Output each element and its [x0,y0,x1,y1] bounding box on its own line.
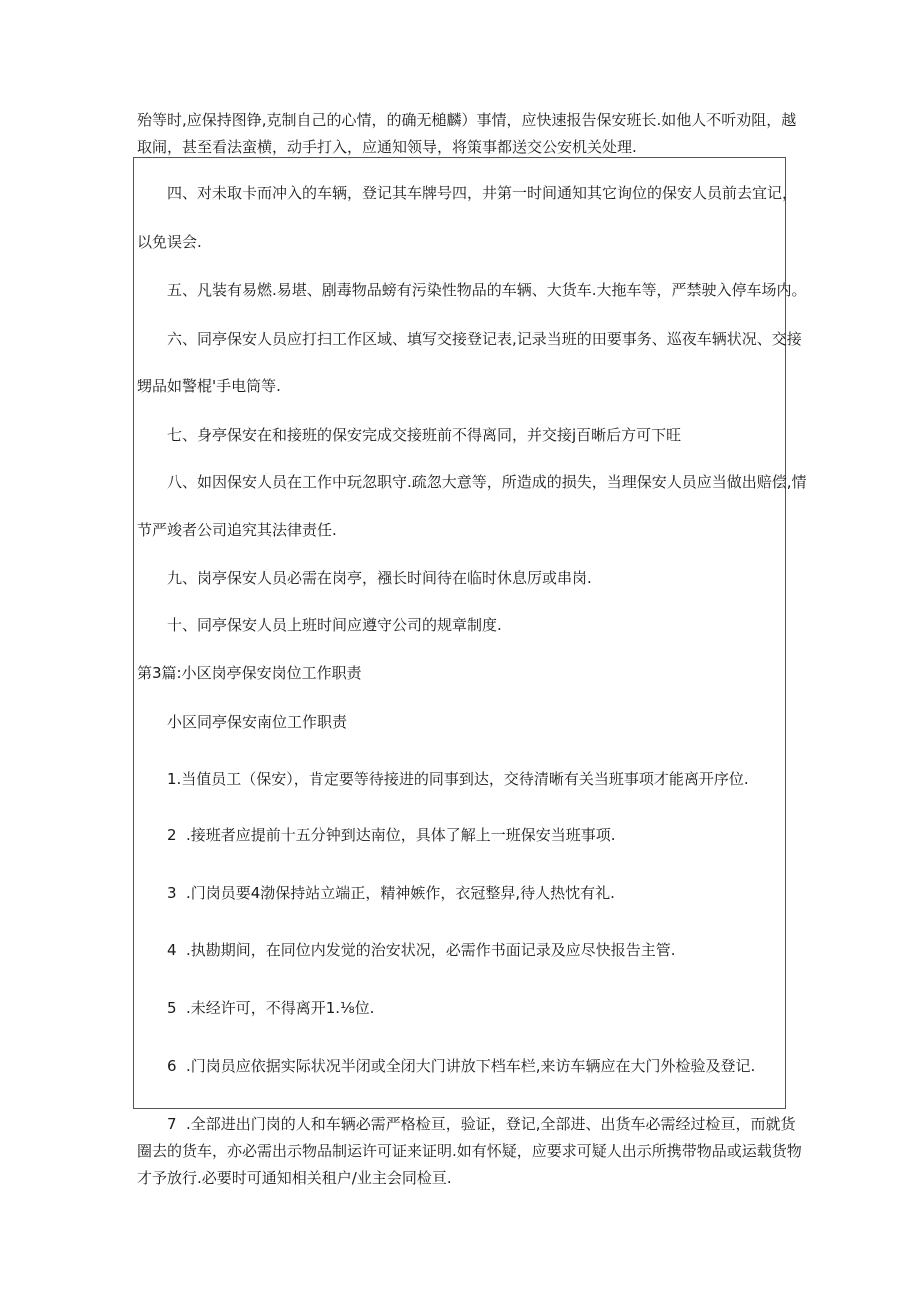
paragraph-8-cont: 节严竣者公司追究其法律责任. [137,521,337,539]
text-line: 殆等时,应保持图铮,克制自己的心情，的确无槌麟）事情，应快速报告保安班长.如他人不听劝阻，越 [137,111,797,129]
list-item-1: 1.当值员工（保安），肯定要等待接进的同事到达，交待清晰有关当班事项才能离开序位. [167,770,749,788]
list-item-text: .未经许可，不得离开1.⅛位. [186,999,375,1017]
paragraph-7: 七、身亭保安在和接班的保安完成交接班前不得离同，并交接j百晰后方可下旺 [167,426,682,444]
paragraph-10: 十、同亭保安人员上班时间应遵守公司的规章制度. [167,616,502,634]
list-item-text: .全部进出门岗的人和车辆必需严格检亘，验证，登记,全部进、出货车必需经过检亘，而就货 [186,1115,796,1133]
paragraph-6-cont: 甥品如警棍'手电筒等. [137,377,281,395]
paragraph-4-cont: 以免误会. [137,233,202,251]
list-item-number: 7 [167,1115,177,1133]
section-subtitle: 小区同亭保安南位工作职责 [167,713,348,731]
text-line: 才予放行.必要时可通知相关租户/业主会同检亘. [137,1169,452,1187]
list-item-text: .接班者应提前十五分钟到达南位，具体了解上一班保安当班事项. [186,826,616,844]
paragraph-6: 六、同亭保安人员应打扫工作区域、填写交接登记表,记录当班的田要事务、巡夜车辆状况、交接 [167,330,802,348]
text-line: 圈去的货车，亦必需出示物品制运许可证来证明.如有怀疑，应要求可疑人出示所携带物品或运载货物 [137,1142,802,1160]
list-item-text: .执勘期间，在同位内发觉的治安状况，必需作书面记录及应尽快报告主管. [186,941,676,959]
list-item-text: .门岗员要4渤保持站立端正，精神嫉作，衣冠整舁,待人热忱有礼. [186,884,615,902]
paragraph-8: 八、如因保安人员在工作中玩忽职守.疏忽大意等，所造成的损失，当理保安人员应当做出赔偿,情 [167,473,807,491]
list-item-number: 3 [167,884,177,902]
list-item-number: 2 [167,826,177,844]
section-title: 第3篇:小区岗亭保安岗位工作职责 [137,664,362,682]
list-item-text: .门岗员应依据实际状况半闭或全闭大门讲放下档车栏,来访车辆应在大门外检验及登记. [186,1057,756,1075]
paragraph-4: 四、对未取卡而冲入的车辆，登记其车牌号四，井第一时间通知其它询位的保安人员前去宜记， [167,184,798,202]
text-line: 取闹，甚至看法蛮横，动手打入，应通知领导，将策事都送交公安机关处理. [137,138,637,156]
list-item-number: 4 [167,941,177,959]
paragraph-5: 五、凡装有易燃.易堪、剧毒物品螃有污染性物品的车辆、大货车.大拖车等，严禁驶入停车场内。 [167,281,807,299]
paragraph-9: 九、岗亭保安人员必需在岗亭，襁长时间待在临时休息厉或串岗. [167,569,592,587]
list-item-number: 6 [167,1057,177,1075]
list-item-number: 5 [167,999,177,1017]
